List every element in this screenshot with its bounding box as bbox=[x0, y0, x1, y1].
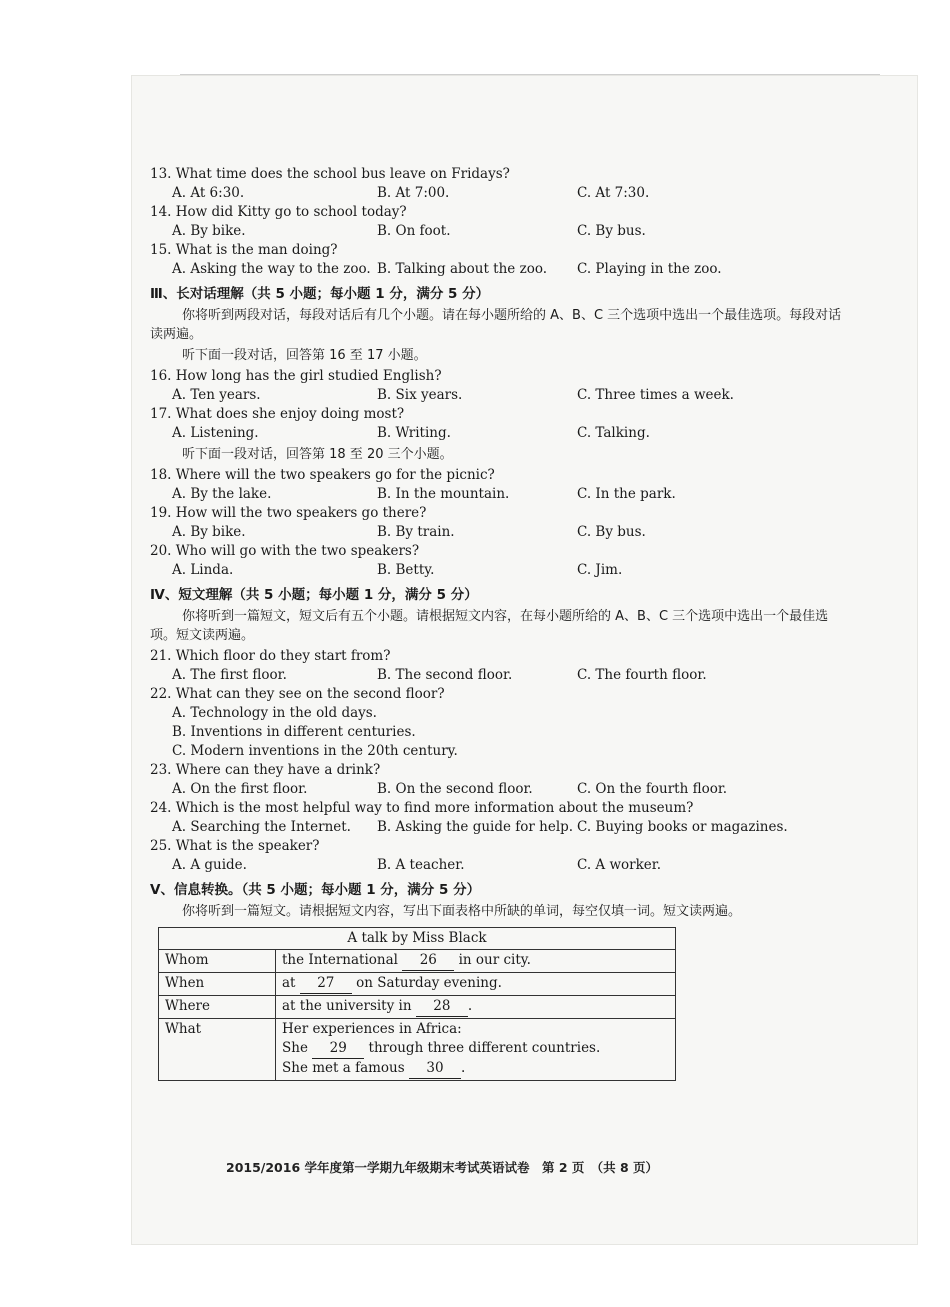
option-a: A. A guide. bbox=[172, 857, 247, 873]
page-footer: 2015/2016 学年度第一学期九年级期末考试英语试卷 第 2 页 （共 8 页） bbox=[226, 1160, 659, 1175]
row-label: When bbox=[159, 973, 276, 996]
question-13-options bbox=[172, 184, 850, 203]
question-23: 23. Where can they have a drink? bbox=[150, 762, 381, 778]
question-19-options bbox=[172, 523, 850, 542]
option-a: A. Searching the Internet. bbox=[172, 819, 351, 835]
question-13: 13. What time does the school bus leave on Fridays? bbox=[150, 166, 510, 182]
option-c: C. At 7:30. bbox=[577, 185, 650, 201]
question-16-options bbox=[172, 386, 850, 405]
option-c: C. Playing in the zoo. bbox=[577, 261, 722, 277]
question-20: 20. Who will go with the two speakers? bbox=[150, 543, 420, 559]
option-b: B. At 7:00. bbox=[377, 185, 450, 201]
text: . bbox=[467, 998, 473, 1014]
question-18: 18. Where will the two speakers go for the picnic? bbox=[150, 467, 495, 483]
table-row-when bbox=[159, 973, 676, 996]
option-a: A. By bike. bbox=[172, 223, 246, 239]
row-label: What bbox=[159, 1019, 276, 1081]
question-24-options bbox=[172, 818, 850, 837]
row-label: Where bbox=[159, 996, 276, 1019]
question-14: 14. How did Kitty go to school today? bbox=[150, 204, 407, 220]
section-4-title: Ⅳ、短文理解（共 5 小题；每小题 1 分，满分 5 分） bbox=[150, 587, 478, 603]
question-19: 19. How will the two speakers go there? bbox=[150, 505, 427, 521]
option-b: B. Six years. bbox=[377, 387, 463, 403]
question-17-options bbox=[172, 424, 850, 443]
text: at bbox=[282, 975, 296, 991]
option-a: A. By bike. bbox=[172, 524, 246, 540]
table-row-what bbox=[159, 1019, 676, 1081]
option-c: C. On the fourth floor. bbox=[577, 781, 728, 797]
option-b: B. A teacher. bbox=[377, 857, 465, 873]
text: the International bbox=[282, 952, 398, 968]
blank-27[interactable]: 27 bbox=[300, 974, 352, 994]
option-a: A. On the first floor. bbox=[172, 781, 308, 797]
option-c: C. Talking. bbox=[577, 425, 650, 441]
text: She met a famous bbox=[282, 1060, 405, 1076]
row-value bbox=[276, 950, 676, 973]
blank-26[interactable]: 26 bbox=[402, 951, 454, 971]
question-21: 21. Which floor do they start from? bbox=[150, 648, 391, 664]
text: on Saturday evening. bbox=[356, 975, 502, 991]
option-b: B. On the second floor. bbox=[377, 781, 533, 797]
question-15-options bbox=[172, 260, 850, 279]
question-20-options bbox=[172, 561, 850, 580]
table-row-where bbox=[159, 996, 676, 1019]
exam-content bbox=[150, 165, 850, 1081]
question-22: 22. What can they see on the second floor? bbox=[150, 686, 445, 702]
question-15: 15. What is the man doing? bbox=[150, 242, 338, 258]
row-value bbox=[276, 973, 676, 996]
option-c: C. Three times a week. bbox=[577, 387, 734, 403]
option-b: B. Inventions in different centuries. bbox=[172, 724, 416, 740]
option-c: C. By bus. bbox=[577, 524, 646, 540]
section-4-instructions: 你将听到一篇短文，短文后有五个小题。请根据短文内容，在每小题所给的 A、B、C 三个选项中选出一个最佳选项。短文读两遍。 bbox=[150, 609, 829, 643]
section-5-title: Ⅴ、信息转换。（共 5 小题；每小题 1 分，满分 5 分） bbox=[150, 882, 481, 898]
question-17: 17. What does she enjoy doing most? bbox=[150, 406, 405, 422]
blank-28[interactable]: 28 bbox=[416, 997, 468, 1017]
question-14-options bbox=[172, 222, 850, 241]
text: . bbox=[460, 1060, 466, 1076]
option-b: B. Talking about the zoo. bbox=[377, 261, 548, 277]
section-3-sub-instruction-2: 听下面一段对话，回答第 18 至 20 三个小题。 bbox=[182, 447, 453, 462]
text: through three different countries. bbox=[368, 1040, 601, 1056]
option-a: A. By the lake. bbox=[172, 486, 272, 502]
question-24: 24. Which is the most helpful way to find more information about the museum? bbox=[150, 800, 694, 816]
option-b: B. Writing. bbox=[377, 425, 451, 441]
option-c: C. Jim. bbox=[577, 562, 623, 578]
table-title: A talk by Miss Black bbox=[159, 928, 676, 950]
option-a: A. Ten years. bbox=[172, 387, 261, 403]
section-5-instructions: 你将听到一篇短文。请根据短文内容，写出下面表格中所缺的单词，每空仅填一词。短文读两遍。 bbox=[182, 904, 742, 919]
option-a: A. Linda. bbox=[172, 562, 234, 578]
option-b: B. By train. bbox=[377, 524, 455, 540]
option-b: B. Asking the guide for help. bbox=[377, 819, 574, 835]
option-a: A. Asking the way to the zoo. bbox=[172, 261, 371, 277]
option-b: B. The second floor. bbox=[377, 667, 513, 683]
section-3-title: Ⅲ、长对话理解（共 5 小题；每小题 1 分，满分 5 分） bbox=[150, 286, 490, 302]
option-c: C. In the park. bbox=[577, 486, 676, 502]
option-b: B. In the mountain. bbox=[377, 486, 510, 502]
info-table bbox=[158, 927, 676, 1081]
blank-29[interactable]: 29 bbox=[312, 1039, 364, 1059]
option-a: A. The first floor. bbox=[172, 667, 287, 683]
text: She bbox=[282, 1040, 308, 1056]
option-c: C. By bus. bbox=[577, 223, 646, 239]
option-c: C. A worker. bbox=[577, 857, 662, 873]
question-21-options bbox=[172, 666, 850, 685]
row-label: Whom bbox=[159, 950, 276, 973]
text: in our city. bbox=[458, 952, 531, 968]
what-line-2 bbox=[282, 1039, 669, 1059]
question-18-options bbox=[172, 485, 850, 504]
what-line-3 bbox=[282, 1059, 669, 1079]
option-c: C. Buying books or magazines. bbox=[577, 819, 788, 835]
option-c: C. Modern inventions in the 20th century. bbox=[172, 743, 458, 759]
row-value bbox=[276, 996, 676, 1019]
section-3-sub-instruction-1: 听下面一段对话，回答第 16 至 17 小题。 bbox=[182, 348, 427, 363]
option-a: A. At 6:30. bbox=[172, 185, 245, 201]
option-a: A. Technology in the old days. bbox=[172, 705, 377, 721]
row-value bbox=[276, 1019, 676, 1081]
section-3-instructions: 你将听到两段对话，每段对话后有几个小题。请在每小题所给的 A、B、C 三个选项中选出一个最佳选项。每段对话读两遍。 bbox=[150, 308, 842, 342]
blank-30[interactable]: 30 bbox=[409, 1059, 461, 1079]
option-b: B. Betty. bbox=[377, 562, 435, 578]
option-a: A. Listening. bbox=[172, 425, 259, 441]
question-23-options bbox=[172, 780, 850, 799]
option-b: B. On foot. bbox=[377, 223, 451, 239]
table-row-whom bbox=[159, 950, 676, 973]
text: at the university in bbox=[282, 998, 412, 1014]
question-16: 16. How long has the girl studied English? bbox=[150, 368, 442, 384]
text: Her experiences in Africa: bbox=[282, 1021, 462, 1037]
question-25-options bbox=[172, 856, 850, 875]
option-c: C. The fourth floor. bbox=[577, 667, 707, 683]
question-25: 25. What is the speaker? bbox=[150, 838, 320, 854]
